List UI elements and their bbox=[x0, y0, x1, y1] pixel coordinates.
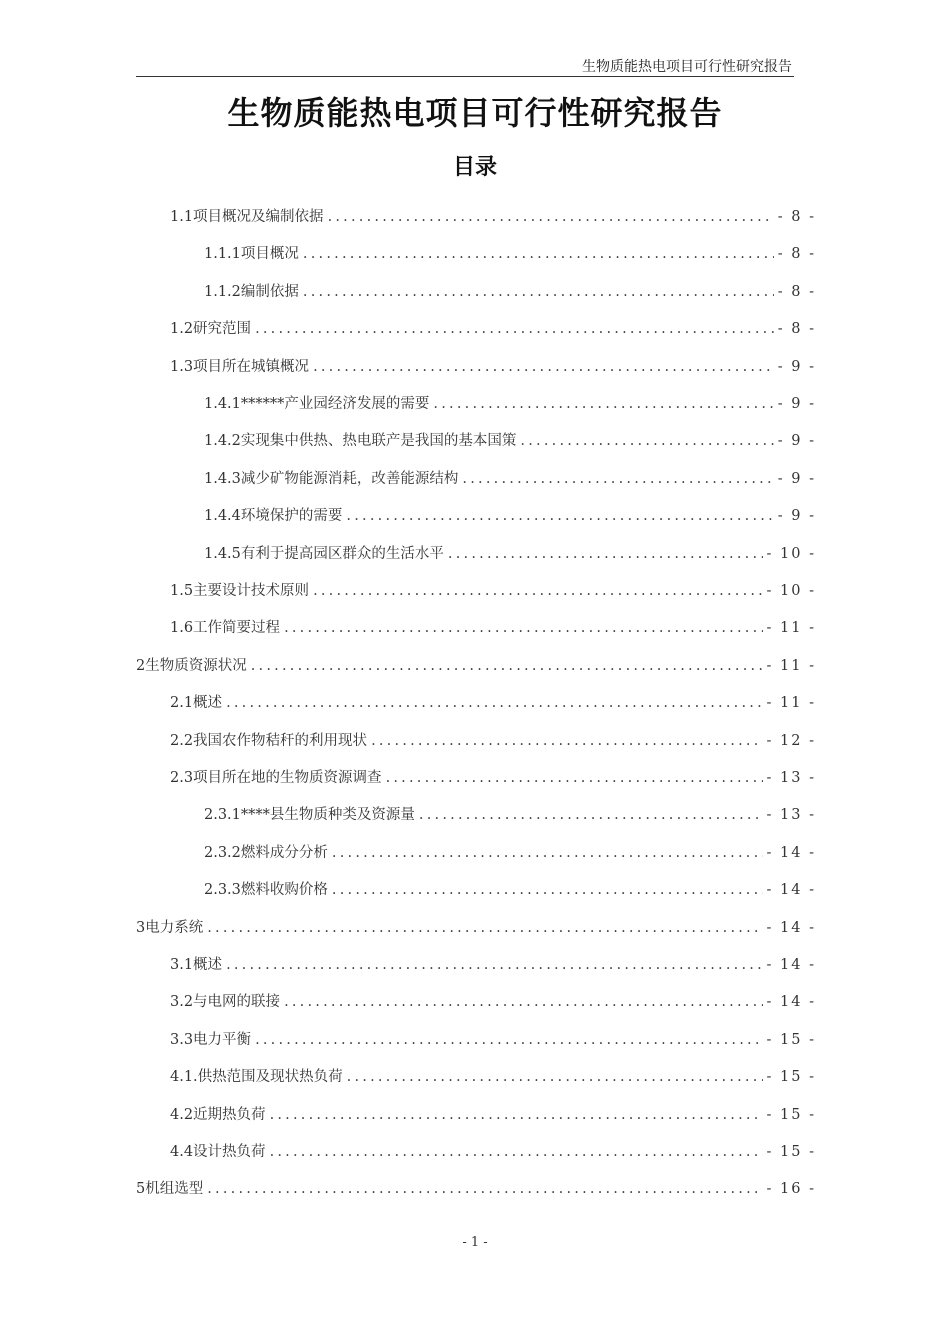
toc-entry-label: 3.1概述 bbox=[170, 957, 223, 973]
toc-entry-page: - 13 - bbox=[766, 807, 816, 823]
toc-entry-page: - 9 - bbox=[777, 471, 816, 487]
toc-entry[interactable] bbox=[204, 243, 816, 265]
toc-dot-leader bbox=[284, 991, 762, 1013]
toc-dot-leader bbox=[520, 430, 773, 452]
toc-entry[interactable] bbox=[136, 655, 816, 677]
toc-dot-leader bbox=[328, 206, 774, 228]
toc-entry-page: - 15 - bbox=[766, 1144, 816, 1160]
toc-entry-page: - 8 - bbox=[777, 321, 816, 337]
toc-dot-leader bbox=[303, 243, 774, 265]
toc-entry-page: - 13 - bbox=[766, 770, 816, 786]
toc-entry[interactable] bbox=[204, 804, 816, 826]
toc-entry-label: 3电力系统 bbox=[136, 920, 204, 936]
toc-entry-page: - 11 - bbox=[766, 658, 816, 674]
toc-entry-label: 1.5主要设计技术原则 bbox=[170, 583, 310, 599]
toc-entry[interactable] bbox=[170, 730, 816, 752]
toc-dot-leader bbox=[462, 468, 773, 490]
toc-entry[interactable] bbox=[170, 580, 816, 602]
toc-entry-label: 2.3项目所在地的生物质资源调查 bbox=[170, 770, 382, 786]
toc-dot-leader bbox=[255, 1029, 762, 1051]
toc-entry-label: 2.1概述 bbox=[170, 695, 223, 711]
toc-entry-page: - 11 - bbox=[766, 695, 816, 711]
toc-entry-label: 1.4.3减少矿物能源消耗，改善能源结构 bbox=[204, 471, 459, 487]
toc-entry[interactable] bbox=[170, 692, 816, 714]
toc-entry-label: 1.2研究范围 bbox=[170, 321, 252, 337]
toc-entry-label: 1.4.1******产业园经济发展的需要 bbox=[204, 396, 430, 412]
toc-dot-leader bbox=[303, 281, 774, 303]
toc-entry-label: 1.1项目概况及编制依据 bbox=[170, 209, 324, 225]
toc-entry[interactable] bbox=[170, 1141, 816, 1163]
toc-entry-label: 1.4.2实现集中供热、热电联产是我国的基本国策 bbox=[204, 433, 517, 449]
toc-entry[interactable] bbox=[204, 543, 816, 565]
toc-entry-label: 1.4.4环境保护的需要 bbox=[204, 508, 343, 524]
toc-entry[interactable] bbox=[170, 1104, 816, 1126]
toc-dot-leader bbox=[255, 318, 774, 340]
toc-dot-leader bbox=[332, 842, 763, 864]
toc-dot-leader bbox=[371, 730, 762, 752]
toc-entry-page: - 9 - bbox=[777, 433, 816, 449]
toc-entry-label: 1.1.2编制依据 bbox=[204, 284, 299, 300]
toc-entry-label: 2.3.2燃料成分分析 bbox=[204, 845, 328, 861]
toc-entry[interactable] bbox=[170, 991, 816, 1013]
toc-entry-label: 2.3.3燃料收购价格 bbox=[204, 882, 328, 898]
toc-dot-leader bbox=[251, 655, 763, 677]
toc-entry-label: 1.1.1项目概况 bbox=[204, 246, 299, 262]
toc-entry[interactable] bbox=[170, 1029, 816, 1051]
toc-entry-label: 5机组选型 bbox=[136, 1181, 204, 1197]
toc-entry[interactable] bbox=[204, 842, 816, 864]
toc-entry-label: 2.2我国农作物秸秆的利用现状 bbox=[170, 733, 368, 749]
toc-entry[interactable] bbox=[170, 954, 816, 976]
document-title: 生物质能热电项目可行性研究报告 bbox=[227, 94, 723, 132]
toc-entry-label: 4.1.供热范围及现状热负荷 bbox=[170, 1069, 343, 1085]
toc-entry[interactable] bbox=[204, 281, 816, 303]
toc-entry-page: - 10 - bbox=[766, 546, 816, 562]
toc-dot-leader bbox=[207, 1178, 762, 1200]
toc-entry-label: 2.3.1****县生物质种类及资源量 bbox=[204, 807, 415, 823]
toc-dot-leader bbox=[448, 543, 763, 565]
toc-dot-leader bbox=[347, 1066, 763, 1088]
toc-entry-page: - 15 - bbox=[766, 1032, 816, 1048]
toc-entry[interactable] bbox=[204, 505, 816, 527]
toc-entry-page: - 9 - bbox=[777, 359, 816, 375]
toc-entry[interactable] bbox=[136, 917, 816, 939]
toc-entry-page: - 14 - bbox=[766, 882, 816, 898]
toc-entry[interactable] bbox=[170, 767, 816, 789]
toc-entry-label: 1.3项目所在城镇概况 bbox=[170, 359, 310, 375]
toc-entry-label: 2生物质资源状况 bbox=[136, 658, 247, 674]
toc-entry-label: 1.6工作简要过程 bbox=[170, 620, 281, 636]
toc-entry-label: 4.4设计热负荷 bbox=[170, 1144, 266, 1160]
toc-entry-page: - 12 - bbox=[766, 733, 816, 749]
toc-dot-leader bbox=[284, 617, 762, 639]
toc-entry-page: - 15 - bbox=[766, 1069, 816, 1085]
toc-dot-leader bbox=[419, 804, 763, 826]
toc-entry-label: 3.2与电网的联接 bbox=[170, 994, 281, 1010]
toc-entry[interactable] bbox=[204, 430, 816, 452]
toc-entry[interactable] bbox=[204, 393, 816, 415]
running-header-title: 生物质能热电项目可行性研究报告 bbox=[582, 59, 792, 75]
toc-entry-page: - 14 - bbox=[766, 994, 816, 1010]
toc-entry[interactable] bbox=[204, 468, 816, 490]
toc-entry[interactable] bbox=[170, 1066, 816, 1088]
toc-entry[interactable] bbox=[170, 356, 816, 378]
toc-entry-page: - 8 - bbox=[777, 209, 816, 225]
toc-entry[interactable] bbox=[170, 206, 816, 228]
toc-entry-page: - 14 - bbox=[766, 920, 816, 936]
toc-entry-page: - 8 - bbox=[777, 246, 816, 262]
toc-entry-page: - 15 - bbox=[766, 1107, 816, 1123]
toc-entry-page: - 14 - bbox=[766, 845, 816, 861]
toc-entry[interactable] bbox=[136, 1178, 816, 1200]
toc-dot-leader bbox=[226, 954, 762, 976]
page-number: - 1 - bbox=[462, 1235, 488, 1250]
toc-dot-leader bbox=[346, 505, 773, 527]
toc-entry-page: - 9 - bbox=[777, 396, 816, 412]
toc-entry-page: - 16 - bbox=[766, 1181, 816, 1197]
toc-entry-page: - 9 - bbox=[777, 508, 816, 524]
toc-dot-leader bbox=[270, 1104, 763, 1126]
toc-dot-leader bbox=[270, 1141, 763, 1163]
toc-heading: 目录 bbox=[452, 155, 497, 180]
toc-entry-label: 3.3电力平衡 bbox=[170, 1032, 252, 1048]
toc-dot-leader bbox=[386, 767, 763, 789]
toc-dot-leader bbox=[433, 393, 773, 415]
toc-dot-leader bbox=[207, 917, 762, 939]
toc-entry-page: - 11 - bbox=[766, 620, 816, 636]
toc-entry-page: - 10 - bbox=[766, 583, 816, 599]
toc-entry-page: - 14 - bbox=[766, 957, 816, 973]
toc-entry-label: 4.2近期热负荷 bbox=[170, 1107, 266, 1123]
toc-entry[interactable] bbox=[204, 879, 816, 901]
toc-entry-page: - 8 - bbox=[777, 284, 816, 300]
toc-dot-leader bbox=[332, 879, 763, 901]
toc-entry-label: 1.4.5有利于提高园区群众的生活水平 bbox=[204, 546, 444, 562]
toc-entry[interactable] bbox=[170, 617, 816, 639]
toc-dot-leader bbox=[313, 580, 762, 602]
toc-dot-leader bbox=[226, 692, 762, 714]
toc-dot-leader bbox=[313, 356, 774, 378]
toc-entry[interactable] bbox=[170, 318, 816, 340]
